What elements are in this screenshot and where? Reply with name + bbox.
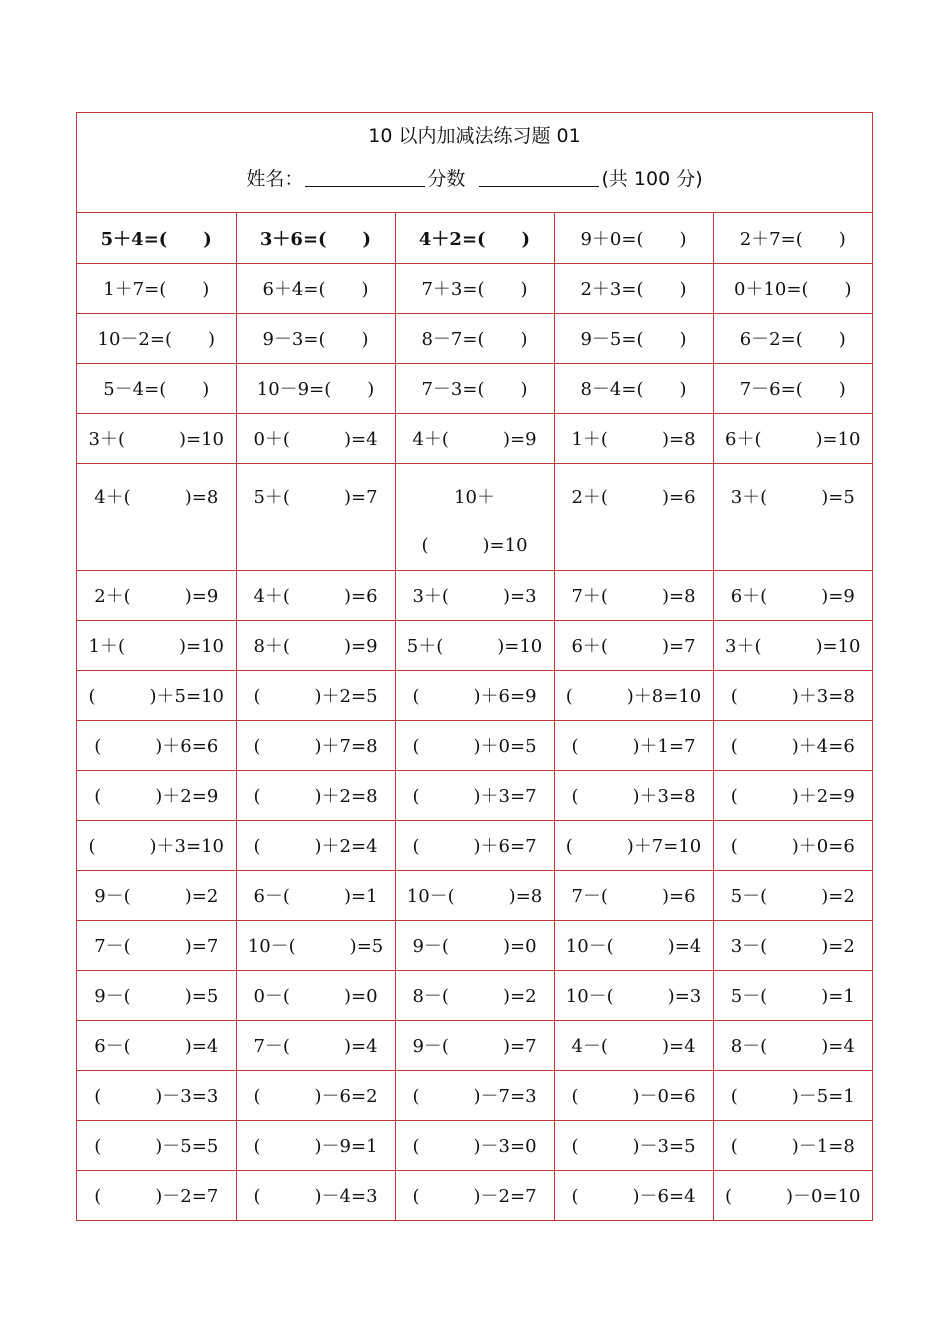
- problem-row: [77, 213, 872, 263]
- problem-cell: ( )＋1=7: [554, 720, 713, 770]
- problem-cell: 8－( )=2: [395, 970, 554, 1020]
- problem-row: [77, 570, 872, 620]
- problem-cell: 4＋2=( ): [395, 213, 554, 263]
- problem-cell: 1＋7=( ): [77, 263, 236, 313]
- problem-cell: 5＋( )=7: [236, 463, 395, 570]
- problem-row: [77, 1070, 872, 1120]
- problem-row: [77, 263, 872, 313]
- problem-cell: 3＋( )=5: [713, 463, 872, 570]
- problem-cell: 9－( )=0: [395, 920, 554, 970]
- problem-row: [77, 770, 872, 820]
- problem-cell: 10－2=( ): [77, 313, 236, 363]
- problem-cell: ( )＋5=10: [77, 670, 236, 720]
- problem-cell: ( )－6=2: [236, 1070, 395, 1120]
- problem-cell: 4－( )=4: [554, 1020, 713, 1070]
- problems-table: [77, 213, 872, 1220]
- name-blank[interactable]: [305, 168, 425, 187]
- problem-cell: 0＋10=( ): [713, 263, 872, 313]
- problem-cell: 9＋0=( ): [554, 213, 713, 263]
- problem-row: [77, 363, 872, 413]
- problem-cell: 8－4=( ): [554, 363, 713, 413]
- problem-cell: ( )＋6=7: [395, 820, 554, 870]
- problem-cell: 4＋( )=6: [236, 570, 395, 620]
- problem-cell: 7－( )=7: [77, 920, 236, 970]
- problem-cell: 10－( )=8: [395, 870, 554, 920]
- score-blank[interactable]: [479, 168, 599, 187]
- problem-row: [77, 620, 872, 670]
- problem-cell: 3＋( )=10: [713, 620, 872, 670]
- worksheet-title: 10 以内加减法练习题 01: [368, 125, 581, 147]
- problem-cell: 1＋( )=8: [554, 413, 713, 463]
- problem-cell: ( )－3=0: [395, 1120, 554, 1170]
- problem-cell: 0＋( )=4: [236, 413, 395, 463]
- problem-cell: 10－( )=4: [554, 920, 713, 970]
- problem-cell: 7－( )=4: [236, 1020, 395, 1070]
- problem-cell: 3＋6=( ): [236, 213, 395, 263]
- problem-cell: 2＋( )=9: [77, 570, 236, 620]
- problem-cell: 2＋3=( ): [554, 263, 713, 313]
- problem-cell: ( )＋2=9: [713, 770, 872, 820]
- problem-cell: 9－( )=2: [77, 870, 236, 920]
- problem-row: [77, 970, 872, 1020]
- problem-cell: ( )＋3=10: [77, 820, 236, 870]
- problem-cell: 1＋( )=10: [77, 620, 236, 670]
- problem-cell: 4＋( )=9: [395, 413, 554, 463]
- problem-row: [77, 870, 872, 920]
- problem-cell: 2＋( )=6: [554, 463, 713, 570]
- problem-cell: 7－( )=6: [554, 870, 713, 920]
- total-label: (共 100 分): [601, 168, 703, 190]
- problem-cell: 10－9=( ): [236, 363, 395, 413]
- problem-cell: 8－( )=4: [713, 1020, 872, 1070]
- problem-cell: ( )＋4=6: [713, 720, 872, 770]
- problem-cell: ( )＋0=5: [395, 720, 554, 770]
- problem-cell: 6－( )=4: [77, 1020, 236, 1070]
- problem-cell: 10＋ ( )=10: [395, 463, 554, 570]
- problem-cell: ( )－3=3: [77, 1070, 236, 1120]
- problem-cell: 7＋( )=8: [554, 570, 713, 620]
- problem-row: [77, 1170, 872, 1220]
- problem-cell: 2＋7=( ): [713, 213, 872, 263]
- problem-row: [77, 670, 872, 720]
- problem-row: [77, 413, 872, 463]
- problem-cell: 6＋4=( ): [236, 263, 395, 313]
- problem-cell: 6＋( )=10: [713, 413, 872, 463]
- problem-cell: ( )＋2=9: [77, 770, 236, 820]
- problem-cell: ( )－0=6: [554, 1070, 713, 1120]
- score-label: 分数: [427, 168, 466, 190]
- problem-cell: 3＋( )=3: [395, 570, 554, 620]
- problem-cell: 6－( )=1: [236, 870, 395, 920]
- problem-cell: ( )－0=10: [725, 1186, 861, 1208]
- problem-cell: ( )－2=7: [395, 1170, 554, 1220]
- problem-cell: 5＋( )=10: [395, 620, 554, 670]
- problem-row: [77, 313, 872, 363]
- problem-cell: 10－( )=3: [554, 970, 713, 1020]
- problem-cell: ( )－5=5: [77, 1120, 236, 1170]
- problem-cell: 9－5=( ): [554, 313, 713, 363]
- problem-cell: ( )＋8=10: [554, 670, 713, 720]
- problem-cell: ( )＋3=8: [713, 670, 872, 720]
- problem-cell: ( )＋2=5: [236, 670, 395, 720]
- student-info-line: [77, 159, 872, 199]
- problem-cell: 0－( )=0: [236, 970, 395, 1020]
- problem-cell: 8－7=( ): [395, 313, 554, 363]
- problem-cell: 9－( )=5: [77, 970, 236, 1020]
- problem-cell: 7－3=( ): [395, 363, 554, 413]
- problem-cell: 6－2=( ): [713, 313, 872, 363]
- problem-cell: 7－6=( ): [713, 363, 872, 413]
- problem-cell: 8＋( )=9: [236, 620, 395, 670]
- problem-cell: ( )－6=4: [554, 1170, 713, 1220]
- worksheet: [76, 112, 873, 1221]
- problem-cell: ( )－7=3: [395, 1070, 554, 1120]
- problem-cell: ( )＋3=7: [395, 770, 554, 820]
- problem-cell: 3＋( )=10: [77, 413, 236, 463]
- worksheet-header: [77, 113, 872, 213]
- problem-cell: 5－( )=2: [713, 870, 872, 920]
- problem-cell: ( )－4=3: [236, 1170, 395, 1220]
- problem-cell: ( )＋7=10: [554, 820, 713, 870]
- problem-cell: ( )＋2=8: [236, 770, 395, 820]
- problem-cell: 5－4=( ): [77, 363, 236, 413]
- problem-cell: ( )－9=1: [236, 1120, 395, 1170]
- problem-row: [77, 463, 872, 570]
- problem-cell: 6＋( )=9: [713, 570, 872, 620]
- problem-cell: 9－( )=7: [395, 1020, 554, 1070]
- problem-cell: 5－( )=1: [713, 970, 872, 1020]
- problem-cell: 5＋4=( ): [77, 213, 236, 263]
- problem-row: [77, 820, 872, 870]
- problem-row: [77, 1020, 872, 1070]
- problem-cell: ( )＋7=8: [236, 720, 395, 770]
- problem-cell: ( )＋6=6: [77, 720, 236, 770]
- problem-cell: ( )＋2=4: [236, 820, 395, 870]
- problem-cell: 4＋( )=8: [77, 463, 236, 570]
- problem-row: [77, 1120, 872, 1170]
- name-label: 姓名：: [246, 168, 304, 190]
- problem-cell: 6＋( )=7: [554, 620, 713, 670]
- problem-cell: ( )－3=5: [554, 1120, 713, 1170]
- problem-cell: ( )＋0=6: [713, 820, 872, 870]
- problem-cell: ( )－5=1: [713, 1070, 872, 1120]
- problem-cell: 10－( )=5: [236, 920, 395, 970]
- problem-row: [77, 920, 872, 970]
- problem-cell: 9－3=( ): [236, 313, 395, 363]
- problem-cell: 7＋3=( ): [395, 263, 554, 313]
- problem-cell: 3－( )=2: [713, 920, 872, 970]
- problem-cell: ( )－1=8: [713, 1120, 872, 1170]
- problem-row: [77, 720, 872, 770]
- problem-cell: ( )－2=7: [77, 1170, 236, 1220]
- problem-cell: ( )＋3=8: [554, 770, 713, 820]
- problem-cell: ( )＋6=9: [395, 670, 554, 720]
